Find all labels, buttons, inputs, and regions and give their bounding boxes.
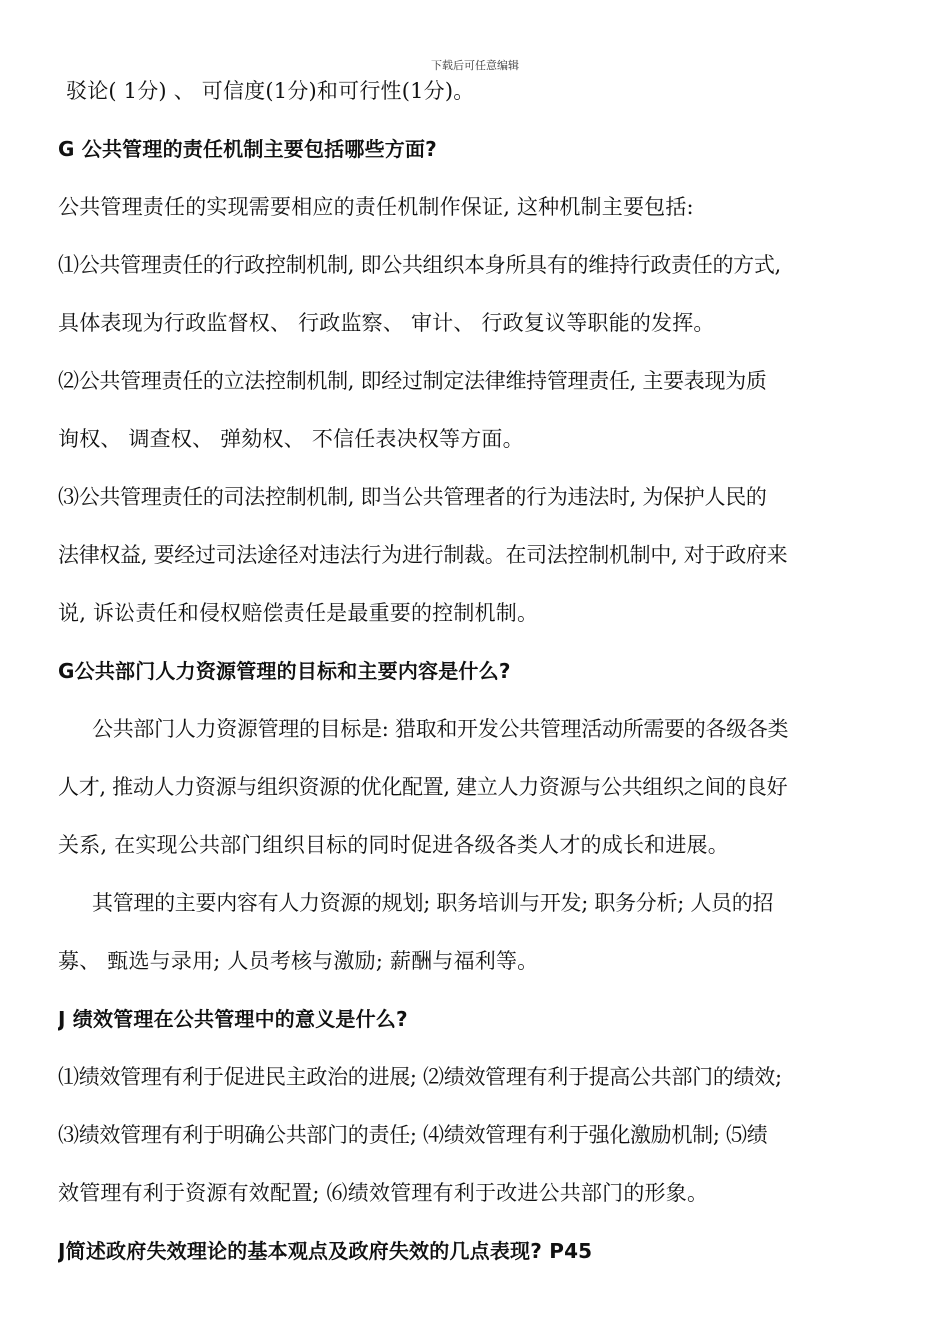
document-body — [58, 70, 894, 1288]
paragraph-line: 关系, 在实现公共部门组织目标的同时促进各级各类人才的成长和进展。 — [58, 833, 729, 857]
paragraph-line: ⑶公共管理责任的司法控制机制, 即当公共管理者的行为违法时, 为保护人民的 — [58, 485, 767, 509]
section-heading: J简述政府失效理论的基本观点及政府失效的几点表现? P45 — [58, 1239, 593, 1263]
paragraph-line: 说, 诉讼责任和侵权赔偿责任是最重要的控制机制。 — [58, 601, 539, 625]
paragraph-line: ⑵公共管理责任的立法控制机制, 即经过制定法律维持管理责任, 主要表现为质 — [58, 369, 767, 393]
paragraph-line: ⑶绩效管理有利于明确公共部门的责任; ⑷绩效管理有利于强化激励机制; ⑸绩 — [58, 1123, 768, 1147]
paragraph-line: 具体表现为行政监督权、 行政监察、 审计、 行政复议等职能的发挥。 — [58, 311, 715, 335]
section-heading: J 绩效管理在公共管理中的意义是什么? — [58, 1007, 408, 1031]
paragraph-line: 询权、 调查权、 弹劾权、 不信任表决权等方面。 — [58, 427, 524, 451]
paragraph-line: 公共部门人力资源管理的目标是: 猎取和开发公共管理活动所需要的各级各类 — [92, 717, 789, 741]
paragraph-line: 驳论( 1分) 、 可信度(1分)和可行性(1分)。 — [66, 79, 475, 103]
paragraph-line: 公共管理责任的实现需要相应的责任机制作保证, 这种机制主要包括: — [58, 195, 694, 219]
paragraph-line: ⑴绩效管理有利于促进民主政治的进展; ⑵绩效管理有利于提高公共部门的绩效; — [58, 1065, 782, 1089]
paragraph-line: ⑴公共管理责任的行政控制机制, 即公共组织本身所具有的维持行政责任的方式, — [58, 253, 781, 277]
section-heading: G公共部门人力资源管理的目标和主要内容是什么? — [58, 659, 511, 683]
page-header: 下载后可任意编辑 — [431, 59, 519, 72]
paragraph-line: 人才, 推动人力资源与组织资源的优化配置, 建立人力资源与公共组织之间的良好 — [58, 775, 788, 799]
paragraph-line: 效管理有利于资源有效配置; ⑹绩效管理有利于改进公共部门的形象。 — [58, 1181, 709, 1205]
paragraph-line: 法律权益, 要经过司法途径对违法行为进行制裁。在司法控制机制中, 对于政府来 — [58, 543, 788, 567]
section-heading: G 公共管理的责任机制主要包括哪些方面? — [58, 137, 437, 161]
paragraph-line: 募、 甄选与录用; 人员考核与激励; 薪酬与福利等。 — [58, 949, 539, 973]
paragraph-line: 其管理的主要内容有人力资源的规划; 职务培训与开发; 职务分析; 人员的招 — [92, 891, 774, 915]
